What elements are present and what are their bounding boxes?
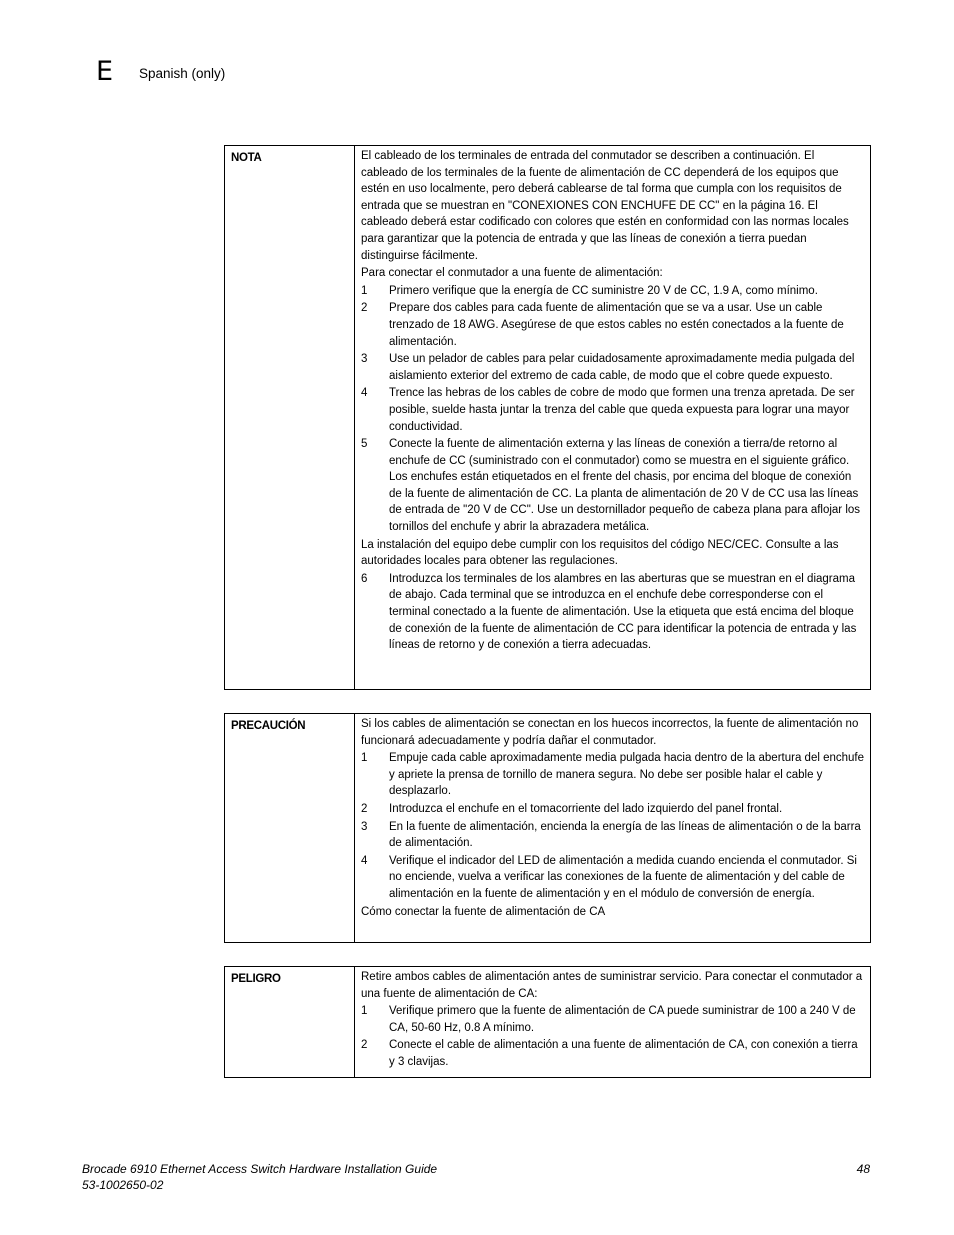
step-text: Introduzca el enchufe en el tomacorriente del lado izquierdo del panel frontal. — [389, 802, 783, 815]
step-number: 1 — [361, 752, 368, 765]
step-text: Conecte el cable de alimentación a una fuente de alimentación de CA, con conexión a tierra y 3 clavijas. — [389, 1039, 858, 1068]
precaucion-box — [224, 713, 871, 943]
step-number: 2 — [361, 302, 368, 315]
precaucion-body — [355, 714, 870, 942]
precaucion-step — [361, 819, 864, 852]
precaucion-step — [361, 801, 864, 818]
step-number: 4 — [361, 387, 368, 400]
footer-doc-info — [82, 1161, 437, 1193]
precaucion-step — [361, 750, 864, 800]
peligro-body — [355, 967, 870, 1077]
footer-page-number: 48 — [856, 1162, 870, 1176]
footer-doc-number: 53-1002650-02 — [82, 1178, 164, 1192]
nota-step — [361, 436, 864, 536]
step-text: En la fuente de alimentación, encienda la energía de las líneas de alimentación o de la barra de alimentación. — [389, 820, 861, 850]
nota-step — [361, 571, 864, 654]
nota-step — [361, 300, 864, 350]
step-text: Trence las hebras de los cables de cobre de modo que formen una trenza apretada. De ser posible, suelde hasta juntar la trenza del cable que queda expuesta para lograr una mayor conductividad. — [389, 387, 855, 433]
step-text: Verifique el indicador del LED de alimentación a medida cuando encienda el conmutador. Si no enciende, vuelva a verificar las conexiones de la fuente de alimentación y del cable de alimentación en la fuente de alimentación y en el módulo de conversión de energía. — [389, 854, 857, 900]
step-number: 6 — [361, 572, 368, 585]
chapter-letter: E — [96, 56, 114, 87]
peligro-step — [361, 1037, 864, 1070]
step-number: 3 — [361, 353, 368, 366]
precaucion-outro: Cómo conectar la fuente de alimentación de CA — [361, 905, 606, 918]
step-text: Introduzca los terminales de los alambres en las aberturas que se muestran en el diagrama de abajo. Cada terminal que se introduzca en el enchufe debe corresponderse con el terminal conectado a la fuente de alimentación. Use la etiqueta que está encima del bloque de conexión de la fuente de alimentación de CC para identificar la potencia de entrada y las líneas de retorno y de conexión a tierra adecuadas. — [389, 572, 857, 652]
precaucion-label: PRECAUCIÓN — [225, 714, 355, 942]
step-number: 5 — [361, 438, 368, 451]
step-number: 3 — [361, 820, 368, 833]
step-number: 2 — [361, 1039, 368, 1052]
step-text: Use un pelador de cables para pelar cuidadosamente aproximadamente media pulgada del aislamiento exterior del extremo de cada cable, de modo que el cobre quede expuesto. — [389, 353, 855, 382]
step-text: Primero verifique que la energía de CC suministre 20 V de CC, 1.9 A, como mínimo. — [389, 284, 818, 297]
nota-intro: El cableado de los terminales de entrada del conmutador se describen a continuación. El cableado de los terminales de la fuente de alimentación de CC dependerá de los equipos que estén en uso localmente, pero deberá cablearse de tal forma que cumpla con los requisitos de entrada que se muestran en "CONEXIONES CON ENCHUFE DE CC" en la página 16. El cableado deberá estar codificado con colores que estén en conformidad con las normas locales para garantizar que la potencia de entrada y que las líneas de conexión a tierra puedan distinguirse fácilmente. — [361, 150, 849, 262]
step-text: Verifique primero que la fuente de alimentación de CA puede suministrar de 100 a 240 V de CA, 50-60 Hz, 0.8 A mínimo. — [389, 1005, 856, 1034]
nota-mid: La instalación del equipo debe cumplir con los requisitos del código NEC/CEC. Consulte a las autoridades locales para obtener las regulaciones. — [361, 538, 839, 568]
chapter-title: Spanish (only) — [139, 66, 226, 81]
step-number: 4 — [361, 854, 368, 867]
nota-label: NOTA — [225, 146, 355, 689]
nota-lead: Para conectar el conmutador a una fuente de alimentación: — [361, 267, 663, 280]
nota-body — [355, 146, 870, 689]
peligro-intro: Retire ambos cables de alimentación antes de suministrar servicio. Para conectar el conmutador a una fuente de alimentación de CA: — [361, 971, 863, 1000]
step-number: 1 — [361, 284, 368, 297]
precaucion-step — [361, 853, 864, 903]
nota-step — [361, 283, 864, 300]
step-text: Conecte la fuente de alimentación externa y las líneas de conexión a tierra/de retorno al enchufe de CC (suministrado con el conmutador) como se muestra en el siguiente gráfico. Los enchufes están etiquetados en el frente del chasis, por encima del bloque de conexión de la fuente de alimentación de CC. La planta de alimentación de 20 V de CC usa las líneas de entrada de "20 V de CC". Use un destornillador pequeño de cabeza plana para aflojar los tornillos del enchufe y abrir la abrazadera metálica. — [389, 438, 861, 534]
nota-box — [224, 145, 871, 690]
step-text: Empuje cada cable aproximadamente media pulgada hacia dentro de la abertura del enchufe y apriete la prensa de tornillo de manera segura. No debe ser posible halar el cable y desplazarlo. — [389, 752, 865, 798]
peligro-label: PELIGRO — [225, 967, 355, 1077]
step-number: 1 — [361, 1005, 368, 1018]
precaucion-intro: Si los cables de alimentación se conectan en los huecos incorrectos, la fuente de alimentación no funcionará adecuadamente y podría dañar el conmutador. — [361, 718, 859, 747]
peligro-box — [224, 966, 871, 1078]
footer-doc-title: Brocade 6910 Ethernet Access Switch Hardware Installation Guide — [82, 1162, 438, 1176]
step-number: 2 — [361, 802, 368, 815]
peligro-step — [361, 1003, 864, 1036]
nota-step — [361, 385, 864, 435]
nota-step — [361, 351, 864, 384]
step-text: Prepare dos cables para cada fuente de alimentación que se va a usar. Use un cable trenzado de 18 AWG. Asegúrese de que estos cables no estén conectados a la fuente de alimentación. — [389, 302, 844, 348]
